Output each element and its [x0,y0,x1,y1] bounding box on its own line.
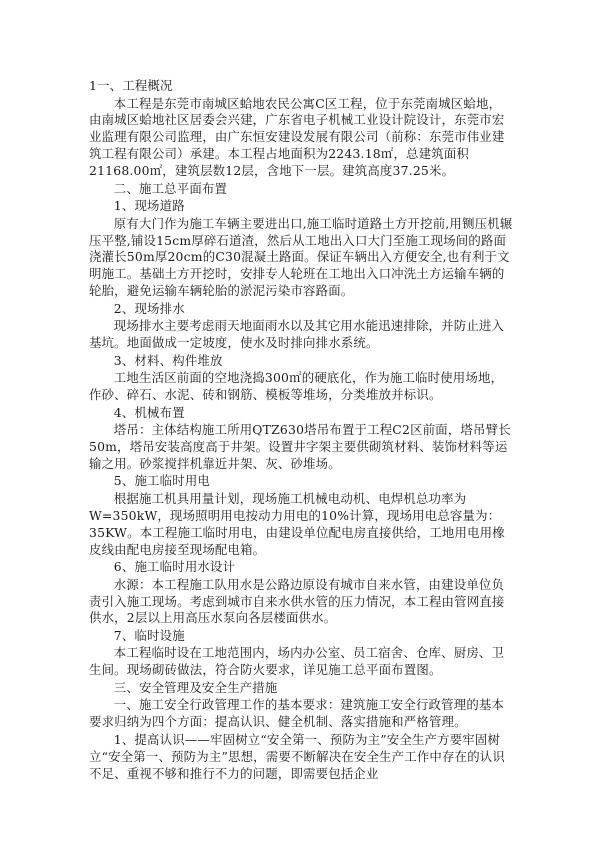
paragraph: 一、施工安全行政管理工作的基本要求：建筑施工安全行政管理的基本要求归纳为四个方面：提高认识、健全机制、落实措施和严格管理。 [89,697,505,730]
paragraph: 本工程临时设在工地范围内，场内办公室、员工宿舍、仓库、厨房、卫生间。现场砌砖做法，符合防火要求，详见施工总平面布置图。 [89,645,505,678]
paragraph: 原有大门作为施工车辆主要进出口,施工临时道路土方开挖前,用铡压机辗压平整,铺设15cm厚碎石道渣，然后从工地出入口大门至施工现场间的路面浇灌长50m厚20cm的C30混凝土路面。保证车辆出入方便安全,也有利于文明施工。基础土方开挖时，安排专人轮班在工地出入口冲洗土方运输车辆的轮胎，避免运输车辆轮胎的淤泥污染市容路面。 [89,215,513,299]
paragraph: 2、现场排水 [113,300,185,316]
section-heading: 1一、工程概况 [89,78,173,93]
paragraph: 4、机械布置 [113,404,185,420]
paragraph: 3、材料、构件堆放 [113,352,223,368]
paragraph: 1、现场道路 [113,198,185,214]
paragraph: 现场排水主要考虑雨天地面雨水以及其它用水能迅速排除，并防止进入基坑。地面做成一定坡度，使水及时排向排水系统。 [89,318,505,351]
paragraph: 根据施工机具用量计划，现场施工机械电动机、电焊机总功率为W=350kW，现场照明用电按动力用电的10%计算，现场用电总容量为：35KW。本工程施工临时用电，由建设单位配电房直接供给，工地用电用橡皮线由配电房接至现场配电箱。 [89,490,505,557]
paragraph: 二、施工总平面布置 [113,180,228,196]
paragraph: 工地生活区前面的空地浇捣300㎡的硬底化，作为施工临时使用场地，作砂、碎石、水泥、砖和钢筋、模板等堆场，分类堆放并标识。 [89,370,504,403]
paragraph: 水源：本工程施工队用水是公路边原设有城市自来水管，由建设单位负责引入施工现场。考虑到城市自来水供水管的压力情况，本工程由管网直接供水，2层以上用高压水泵向各层楼面供水。 [89,576,505,626]
paragraph: 6、施工临时用水设计 [113,559,236,575]
document-body [89,78,513,782]
paragraph: 本工程是东莞市南城区蛤地农民公寓C区工程，位于东莞南城区蛤地，由南城区蛤地社区居委会兴建，广东省电子机械工业设计院设计，东莞市宏业监理有限公司监理，由广东恒安建设发展有限公司（前称：东莞市伟业建筑工程有限公司）承建。本工程占地面积为2243.18㎡，总建筑面积21168.00㎡，建筑层数12层，含地下一层。建筑高度37.25米。 [89,95,505,179]
paragraph: 1、提高认识——牢固树立“安全第一、预防为主”安全生产方要牢固树立“安全第一、预防为主”思想，需要不断解决在安全生产工作中存在的认识不足、重视不够和推行不力的问题，即需要包括企业 [89,731,505,781]
paragraph: 塔吊：主体结构施工所用QTZ630塔吊布置于工程C2区前面，塔吊臂长50m，塔吊安装高度高于井架。设置井字架主要供砌筑材料、装饰材料等运输之用。砂浆搅拌机靠近井架、灰、砂堆场。 [89,422,511,471]
paragraph: 5、施工临时用电 [113,473,211,489]
paragraph: 三、安全管理及安全生产措施 [113,679,278,695]
paragraph: 7、临时设施 [113,627,185,643]
